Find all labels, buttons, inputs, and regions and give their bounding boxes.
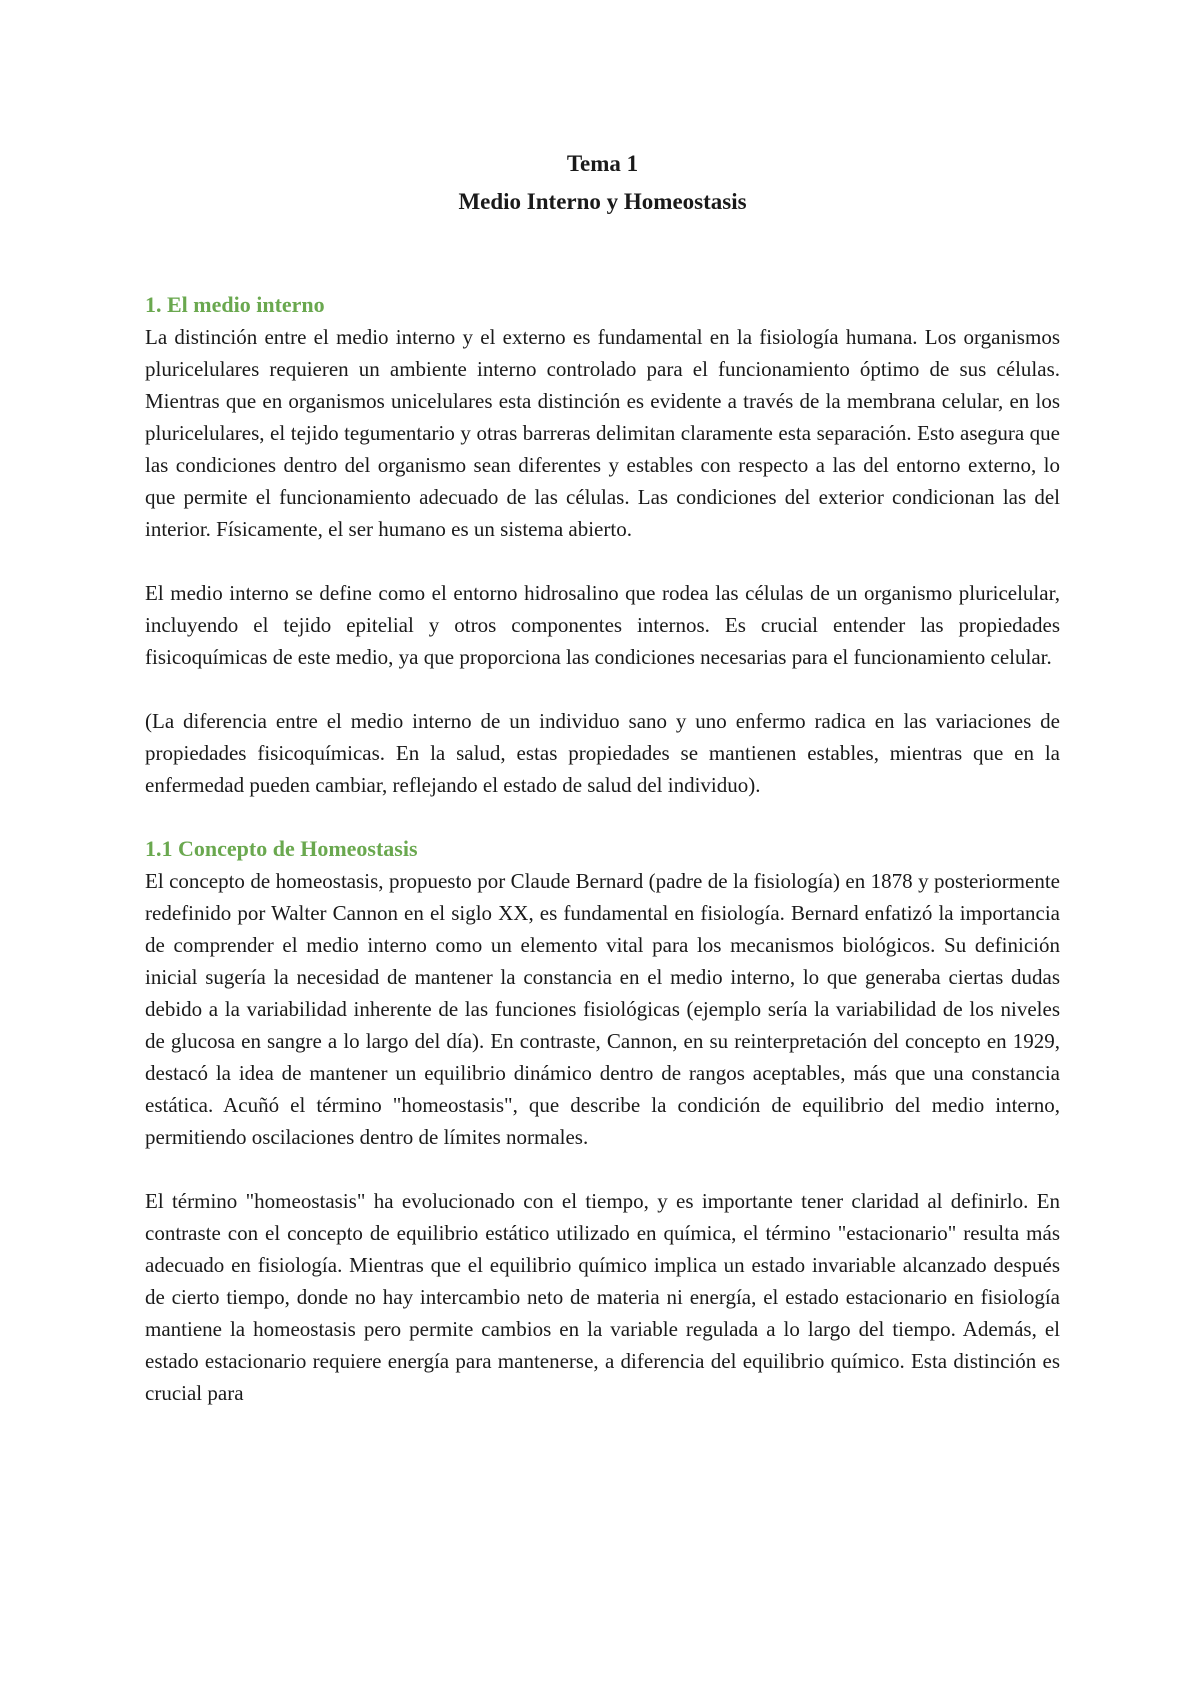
- paragraph: El término "homeostasis" ha evolucionado con el tiempo, y es importante tener claridad al definirlo. En contraste con el concepto de equilibrio estático utilizado en química, el término "estacionario" resulta más adecuado en fisiología. Mientras que el equilibrio químico implica un estado invariable alcanzado después de cierto tiempo, donde no hay intercambio neto de materia ni energía, el estado estacionario en fisiología mantiene la homeostasis pero permite cambios en la variable regulada a lo largo del tiempo. Además, el estado estacionario requiere energía para mantenerse, a diferencia del equilibrio químico. Esta distinción es crucial para: [145, 1189, 1060, 1405]
- title-line-2: Medio Interno y Homeostasis: [458, 189, 747, 214]
- paragraph: La distinción entre el medio interno y el externo es fundamental en la fisiología humana. Los organismos pluricelulares requieren un ambiente interno controlado para el funcionamiento óptimo de sus células. Mientras que en organismos unicelulares esta distinción es evidente a través de la membrana celular, en los pluricelulares, el tejido tegumentario y otras barreras delimitan claramente esta separación. Esto asegura que las condiciones dentro del organismo sean diferentes y estables con respecto a las del entorno externo, lo que permite el funcionamiento adecuado de las células. Las condiciones del exterior condicionan las del interior. Físicamente, el ser humano es un sistema abierto.: [145, 325, 1060, 541]
- paragraph: (La diferencia entre el medio interno de un individuo sano y uno enfermo radica en las variaciones de propiedades fisicoquímicas. En la salud, estas propiedades se mantienen estables, mientras que en la enfermedad pueden cambiar, reflejando el estado de salud del individuo).: [145, 709, 1060, 797]
- document-title: [145, 145, 1060, 221]
- section-heading: 1. El medio interno: [145, 292, 325, 317]
- document-page: [145, 145, 1060, 1441]
- paragraph: El medio interno se define como el entorno hidrosalino que rodea las células de un organismo pluricelular, incluyendo el tejido epitelial y otros componentes internos. Es crucial entender las propiedades fisicoquímicas de este medio, ya que proporciona las condiciones necesarias para el funcionamiento celular.: [145, 581, 1060, 669]
- section-concepto-homeostasis: [145, 833, 1060, 1409]
- title-line-1: Tema 1: [566, 151, 639, 176]
- paragraph: El concepto de homeostasis, propuesto por Claude Bernard (padre de la fisiología) en 1878 y posteriormente redefinido por Walter Cannon en el siglo XX, es fundamental en fisiología. Bernard enfatizó la importancia de comprender el medio interno como un elemento vital para los mecanismos biológicos. Su definición inicial sugería la necesidad de mantener la constancia en el medio interno, lo que generaba ciertas dudas debido a la variabilidad inherente de las funciones fisiológicas (ejemplo sería la variabilidad de los niveles de glucosa en sangre a lo largo del día). En contraste, Cannon, en su reinterpretación del concepto en 1929, destacó la idea de mantener un equilibrio dinámico dentro de rangos aceptables, más que una constancia estática. Acuñó el término "homeostasis", que describe la condición de equilibrio del medio interno, permitiendo oscilaciones dentro de límites normales.: [145, 869, 1060, 1149]
- section-heading: 1.1 Concepto de Homeostasis: [145, 836, 418, 861]
- section-medio-interno: [145, 289, 1060, 801]
